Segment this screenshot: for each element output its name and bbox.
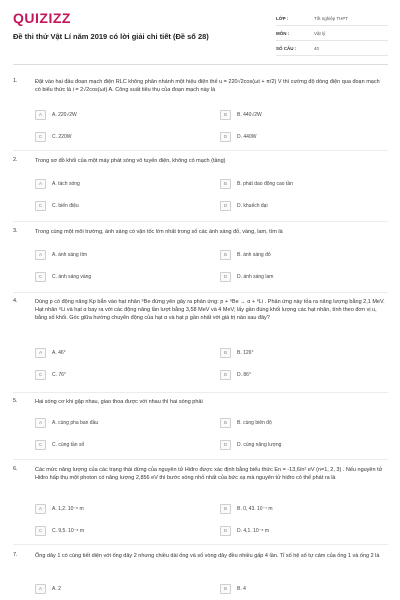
question-divider (13, 392, 388, 393)
option-text: B. 126° (237, 350, 254, 356)
question-6 (13, 466, 388, 542)
option-b[interactable] (220, 110, 262, 120)
meta-table (276, 11, 388, 56)
option-text: A. tách sóng (52, 181, 80, 187)
option-text: C. ánh sáng vàng (52, 274, 92, 280)
option-letter-a: A (35, 348, 46, 358)
option-b[interactable] (220, 348, 253, 358)
option-letter-a: A (35, 584, 46, 594)
option-letter-c: C (35, 272, 46, 282)
option-letter-b: B (220, 584, 231, 594)
question-text: Hai sóng cơ khi gặp nhau, giao thoa được với nhau thì hai sóng phải (35, 399, 203, 405)
option-d[interactable] (220, 201, 268, 211)
option-a[interactable] (35, 504, 84, 514)
option-text: C. 76° (52, 372, 66, 378)
meta-label: LỚP : (276, 15, 289, 21)
option-text: B. 0, 43. 10⁻⁷ m (237, 506, 273, 512)
question-divider (13, 544, 388, 545)
question-2 (13, 157, 388, 217)
question-divider (13, 459, 388, 460)
meta-label: MÔN : (276, 30, 290, 36)
option-letter-d: D (220, 370, 231, 380)
meta-row-subject (276, 26, 388, 41)
option-b[interactable] (220, 179, 293, 189)
option-c[interactable] (35, 272, 91, 282)
option-c[interactable] (35, 370, 66, 380)
option-letter-a: A (35, 418, 46, 428)
option-letter-d: D (220, 272, 231, 282)
meta-row-class (276, 11, 388, 26)
meta-value: Vật lý (314, 30, 326, 36)
question-text: Đặt vào hai đầu đoạn mạch điện RLC không phân nhánh một hiệu điện thế u = 220√2cos(ωt + π/2) V thì cường độ dòng điện qua đoạn mạch có biểu thức là i = 2√2cos(ωt) A. Công suất tiêu thụ của đoạn mạch này là (35, 79, 380, 93)
question-5 (13, 398, 388, 458)
option-letter-a: A (35, 110, 46, 120)
option-text: B. cùng biên độ (237, 420, 272, 426)
option-text: C. biến điệu (52, 203, 79, 209)
option-letter-c: C (35, 370, 46, 380)
option-d[interactable] (220, 440, 281, 450)
option-letter-a: A (35, 250, 46, 260)
meta-row-count (276, 41, 388, 56)
question-number: 1. (13, 78, 18, 84)
option-text: D. cùng năng lượng (237, 442, 282, 448)
option-text: C. 9,5. 10⁻⁸ m (52, 528, 84, 534)
option-letter-b: B (220, 110, 231, 120)
option-b[interactable] (220, 418, 272, 428)
option-letter-b: B (220, 179, 231, 189)
option-d[interactable] (220, 370, 251, 380)
question-text: Trong sơ đồ khối của một máy phát sóng vô tuyến điện, không có mạch (tầng) (35, 158, 226, 164)
meta-value: 40 (314, 45, 320, 51)
option-a[interactable] (35, 584, 61, 594)
option-text: A. 46° (52, 350, 66, 356)
option-d[interactable] (220, 526, 269, 536)
option-text: D. 4,1. 10⁻⁸ m (237, 528, 269, 534)
option-text: B. 4 (237, 586, 246, 592)
option-letter-b: B (220, 504, 231, 514)
header (0, 0, 400, 62)
question-divider (13, 221, 388, 222)
option-text: C. 220W (52, 134, 72, 140)
option-text: D. ánh sáng lam (237, 274, 274, 280)
option-text: D. 440W (237, 134, 257, 140)
option-d[interactable] (220, 272, 273, 282)
option-text: D. 86° (237, 372, 251, 378)
option-text: A. cùng pha ban đầu (52, 420, 99, 426)
option-letter-b: B (220, 250, 231, 260)
option-a[interactable] (35, 348, 66, 358)
option-d[interactable] (220, 132, 256, 142)
question-number: 5. (13, 398, 18, 404)
question-number: 2. (13, 157, 18, 163)
option-b[interactable] (220, 250, 271, 260)
option-text: B. phát dao động cao tần (237, 181, 293, 187)
option-a[interactable] (35, 110, 77, 120)
option-b[interactable] (220, 584, 246, 594)
option-text: A. 1,2. 10⁻⁸ m (52, 506, 84, 512)
meta-label: SỐ CÂU : (276, 45, 297, 51)
meta-value: Tốt nghiệp THPT (314, 15, 349, 21)
question-divider (13, 150, 388, 151)
question-text: Các mức năng lượng của các trạng thái dừng của nguyên tử Hiđro được xác định bằng biểu thức En = -13,6/n² eV (n=1, 2, 3) . Nếu nguyên tử Hiđro hấp thụ một photon có năng lượng 2,856 eV thì bước sóng nhỏ nhất của bức xạ mà nguyên tử hiđro có thể phát ra là (35, 467, 383, 481)
question-1 (13, 78, 388, 153)
option-letter-d: D (220, 201, 231, 211)
option-letter-b: B (220, 348, 231, 358)
option-c[interactable] (35, 526, 84, 536)
option-text: B. ánh sáng đỏ (237, 252, 271, 258)
header-divider (13, 64, 388, 65)
option-text: B. 440√2W (237, 112, 262, 118)
option-letter-c: C (35, 201, 46, 211)
option-text: A. 2 (52, 586, 61, 592)
question-3 (13, 228, 388, 288)
option-c[interactable] (35, 132, 71, 142)
option-text: D. khuếch đại (237, 203, 268, 209)
question-text: Trong cùng một môi trường, ánh sáng có vận tốc lớn nhất trong số các ánh sáng đỏ, vàng, lam, tím là (35, 229, 283, 235)
question-number: 6. (13, 466, 18, 472)
option-letter-d: D (220, 526, 231, 536)
option-letter-d: D (220, 132, 231, 142)
option-text: A. ánh sáng tím (52, 252, 88, 258)
option-letter-c: C (35, 132, 46, 142)
option-letter-d: D (220, 440, 231, 450)
option-b[interactable] (220, 504, 273, 514)
question-number: 7. (13, 552, 18, 558)
question-text: Ống dây 1 có cùng tiết diện với ống dây 2 nhưng chiều dài ống và số vòng dây đều nhiều gấp 4 lần. Tỉ số hệ số tự cảm của ống 1 và ống 2 là (35, 553, 380, 559)
question-number: 4. (13, 298, 18, 304)
option-text: A. 220√2W (52, 112, 77, 118)
question-divider (13, 292, 388, 293)
option-letter-a: A (35, 504, 46, 514)
option-letter-a: A (35, 179, 46, 189)
option-letter-c: C (35, 440, 46, 450)
question-7 (13, 552, 388, 598)
option-a[interactable] (35, 179, 80, 189)
quizizz-logo: QUIZIZZ (13, 10, 71, 26)
option-letter-c: C (35, 526, 46, 536)
option-c[interactable] (35, 440, 84, 450)
question-4 (13, 298, 388, 390)
option-c[interactable] (35, 201, 79, 211)
question-number: 3. (13, 228, 18, 234)
option-a[interactable] (35, 250, 87, 260)
document-title: Đề thi thử Vật Lí năm 2019 có lời giải chi tiết (Đề số 28) (13, 32, 209, 41)
option-a[interactable] (35, 418, 98, 428)
question-text: Dùng p có động năng Kp bắn vào hạt nhân ⁹Be đứng yên gây ra phản ứng: p + ⁹Be → α + ⁶Li . Phản ứng này tỏa ra năng lượng bằng 2,1 MeV. Hạt nhân ⁶Li và hạt α bay ra với các động năng lần lượt bằng 3,58 MeV và 4 MeV; lấy gần đúng khối lượng các hạt nhân, tính theo đơn vị u, bằng số khối. Góc giữa hướng chuyển động của hạt α và hạt p gần nhất với giá trị nào sau đây? (35, 299, 385, 321)
option-text: C. cùng tần số (52, 442, 85, 448)
option-letter-b: B (220, 418, 231, 428)
